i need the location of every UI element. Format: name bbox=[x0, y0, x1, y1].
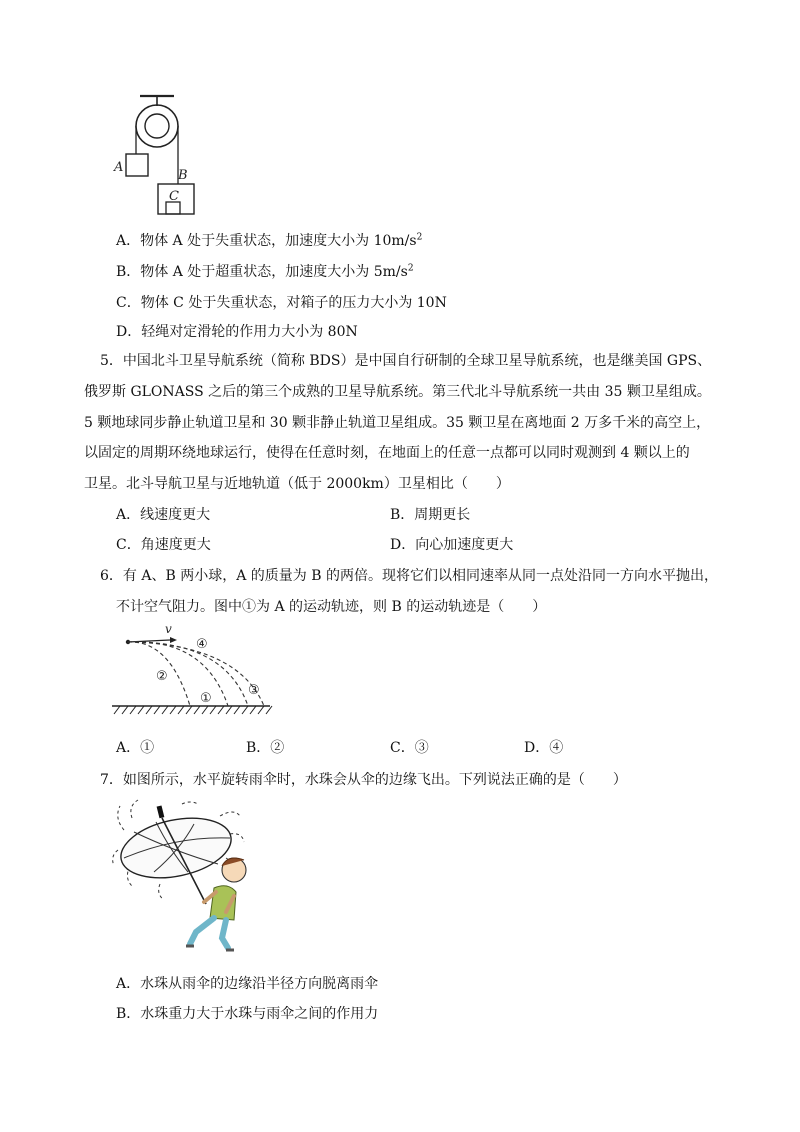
q4-option-a: A．物体 A 处于失重状态，加速度大小为 $10m/s^2$ bbox=[116, 232, 423, 249]
q7-line-1: 7．如图所示，水平旋转雨伞时，水珠会从伞的边缘飞出。下列说法正确的是（ ） bbox=[100, 772, 627, 788]
q6-option-b: B．② bbox=[246, 740, 285, 756]
q5-option-c: C．角速度更大 bbox=[116, 537, 211, 553]
velocity-label: v bbox=[165, 622, 172, 636]
q7-option-b: B．水珠重力大于水珠与雨伞之间的作用力 bbox=[116, 1006, 379, 1022]
trajectory-label-1: ① bbox=[200, 691, 212, 706]
pulley-figure bbox=[108, 92, 208, 222]
q6-option-c: C．③ bbox=[390, 740, 429, 756]
label-c: C bbox=[169, 189, 179, 204]
q5-line-4: 以固定的周期环绕地球运行，使得在任意时刻，在地面上的任意一点都可以同时观测到 4 颗以上的 bbox=[84, 445, 690, 461]
q5-line-1: 5．中国北斗卫星导航系统（简称 BDS）是中国自行研制的全球卫星导航系统，也是继美国 GPS、 bbox=[100, 353, 712, 369]
label-a: A bbox=[114, 160, 124, 175]
q6-line-2: 不计空气阻力。图中①为 A 的运动轨迹，则 B 的运动轨迹是（ ） bbox=[116, 599, 547, 615]
q5-option-a: A．线速度更大 bbox=[116, 507, 211, 523]
q5-line-3: 5 颗地球同步静止轨道卫星和 30 颗非静止轨道卫星组成。35 颗卫星在离地面 2 万多千米的高空上， bbox=[84, 415, 711, 431]
label-b: B bbox=[178, 168, 188, 183]
q5-line-2: 俄罗斯 GLONASS 之后的第三个成熟的卫星导航系统。第三代北斗导航系统一共由 35 颗卫星组成。 bbox=[84, 384, 711, 400]
q7-option-a: A．水珠从雨伞的边缘沿半径方向脱离雨伞 bbox=[116, 976, 379, 992]
q6-option-a: A．① bbox=[116, 740, 155, 756]
q4-option-b: B．物体 A 处于超重状态，加速度大小为 $5m/s^2$ bbox=[116, 263, 414, 280]
trajectory-label-2: ② bbox=[156, 669, 168, 684]
q5-option-d: D．向心加速度更大 bbox=[390, 537, 514, 553]
q5-option-b: B．周期更长 bbox=[390, 507, 471, 523]
q6-line-1: 6．有 A、B 两小球，A 的质量为 B 的两倍。现将它们以相同速率从同一点处沿同一方向水平抛出， bbox=[100, 568, 718, 584]
projectile-figure bbox=[110, 620, 280, 720]
trajectory-label-3: ③ bbox=[248, 683, 260, 698]
umbrella-figure bbox=[110, 800, 270, 955]
q5-line-5: 卫星。北斗导航卫星与近地轨道（低于 2000km）卫星相比（ ） bbox=[84, 476, 510, 492]
q6-option-d: D．④ bbox=[524, 740, 564, 756]
trajectory-label-4: ④ bbox=[196, 637, 208, 652]
q4-option-d: D．轻绳对定滑轮的作用力大小为 80N bbox=[116, 324, 358, 340]
q4-option-c: C．物体 C 处于失重状态，对箱子的压力大小为 10N bbox=[116, 295, 447, 311]
